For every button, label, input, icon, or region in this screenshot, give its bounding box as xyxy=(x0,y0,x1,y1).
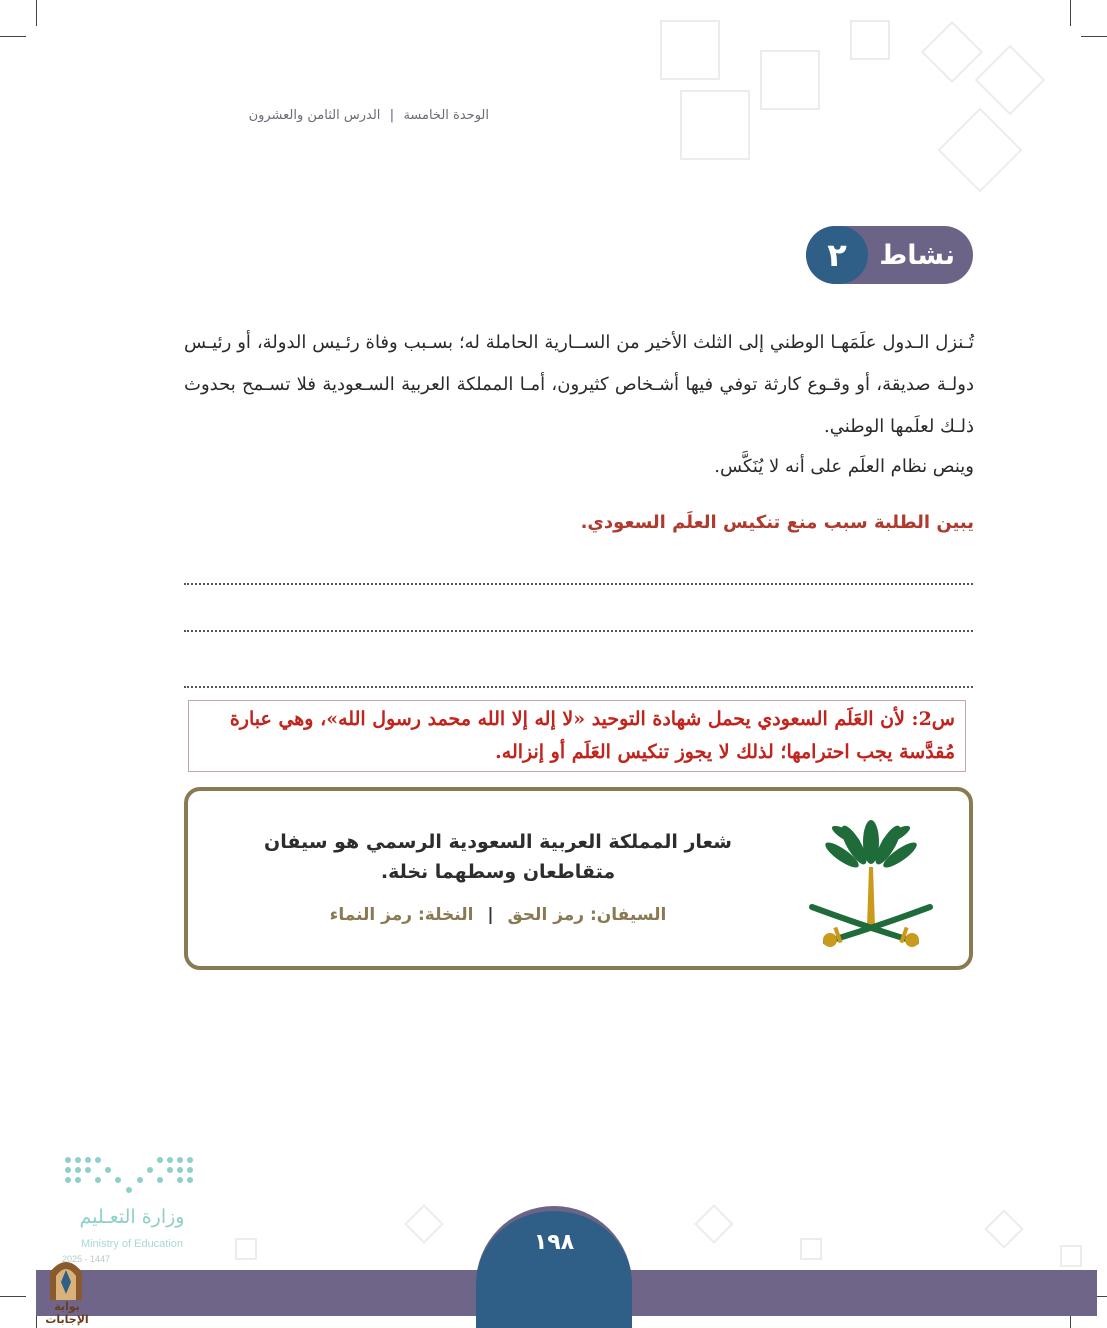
page-number-badge xyxy=(476,1206,632,1328)
crop-mark xyxy=(0,36,26,37)
lesson-header xyxy=(184,108,489,123)
header-separator: | xyxy=(389,108,395,123)
saudi-emblem-icon xyxy=(806,807,936,952)
unit-title: الوحدة الخامسة xyxy=(403,108,489,123)
ministry-year: 2025 - 1447 xyxy=(62,1254,111,1264)
activity-label: نشاط xyxy=(879,239,955,271)
activity-question: يبين الطلبة سبب منع تنكيس العلَم السعودي. xyxy=(580,512,974,533)
crop-mark xyxy=(0,1296,26,1297)
emblem-description: شعار المملكة العربية السعودية الرسمي هو سيفان متقاطعان وسطهما نخلة. xyxy=(264,831,732,883)
answer-line xyxy=(184,583,973,585)
answer-box: س2: لأن العَلَم السعودي يحمل شهادة التوحيد «لا إله إلا الله محمد رسول الله»، وهي عبارة مُقدَّسة يجب احترامها؛ لذلك لا يجوز تنكيس العَلَم أو إنزاله. xyxy=(188,700,966,772)
swords-meaning: السيفان: رمز الحق xyxy=(507,905,667,925)
activity-badge xyxy=(806,226,973,284)
answer-line xyxy=(184,686,973,688)
ministry-logo-icon xyxy=(60,1150,205,1210)
answer-line xyxy=(184,630,973,632)
emblem-symbols xyxy=(308,905,688,925)
ministry-name-ar: وزارة التعـليم xyxy=(79,1206,185,1228)
crop-mark xyxy=(36,0,37,26)
palm-meaning: النخلة: رمز النماء xyxy=(329,905,474,925)
site-label: بوابة الإجابات xyxy=(45,1300,89,1326)
ministry-name-en: Ministry of Education xyxy=(80,1238,184,1250)
activity-number: ٢ xyxy=(806,226,868,284)
activity-paragraph: تُـنزل الـدول علَمَهـا الوطني إلى الثلث الأخير من الســارية الحاملة له؛ بسـبب وفاة رئـيس الدولة، أو رئيـس دولـة صديقة، أو وقـوع كارثة توفي فيها أشـخاص كثيرون، أمـا المملكة العربية السـعودية فلا تسـمح بحدوث ذلـك لعلَمها الوطني. xyxy=(184,332,974,437)
emblem-info-box xyxy=(184,787,973,970)
symbols-divider: | xyxy=(487,905,494,925)
crop-mark xyxy=(1070,0,1071,26)
activity-paragraph-line2: وينص نظام العلَم على أنه لا يُنَكَّس. xyxy=(714,456,974,477)
page-number: ١٩٨ xyxy=(533,1230,575,1255)
lesson-title: الدرس الثامن والعشرون xyxy=(248,108,381,123)
crop-mark xyxy=(1081,36,1107,37)
gate-icon xyxy=(44,1256,88,1300)
